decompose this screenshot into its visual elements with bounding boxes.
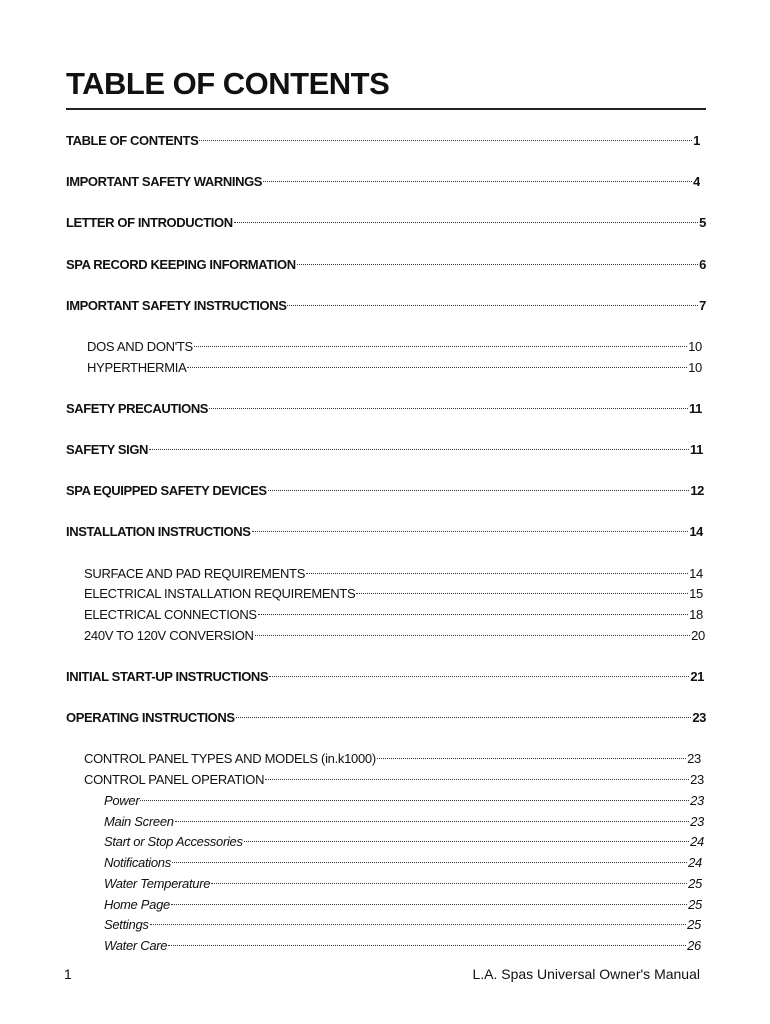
footer-manual-title: L.A. Spas Universal Owner's Manual [472,966,700,982]
toc-entry-electrical-installation[interactable] [84,585,703,603]
toc-entry-label: SURFACE AND PAD REQUIREMENTS [84,566,306,581]
toc-entry-label: Start or Stop Accessories [104,834,243,849]
dot-leader [306,572,688,574]
dot-leader [150,923,687,925]
dot-leader [236,716,692,718]
toc-entry-label: 240V TO 120V CONVERSION [84,628,254,643]
toc-entry-page: 15 [689,586,703,601]
dot-leader [377,757,686,759]
toc-entry-safety-precautions[interactable] [66,400,702,418]
toc-entry-label: INSTALLATION INSTRUCTIONS [66,524,251,539]
toc-entry-page: 24 [688,855,702,870]
dot-leader [171,903,687,905]
dot-leader [269,675,689,677]
dot-leader [194,345,687,347]
toc-entry-water-temperature[interactable] [104,875,702,893]
toc-entry-page: 10 [688,360,702,375]
toc-entry-page: 21 [690,669,704,684]
toc-entry-page: 25 [688,897,702,912]
toc-entry-main-screen[interactable] [104,813,704,831]
toc-entry-label: SAFETY PRECAUTIONS [66,401,209,416]
toc-entry-page: 23 [687,751,701,766]
toc-entry-page: 1 [693,133,700,148]
toc-entry-page: 5 [699,215,706,230]
toc-entry-page: 14 [689,524,703,539]
toc-entry-surface-and-pad[interactable] [84,565,703,583]
toc-entry-notifications[interactable] [104,854,702,872]
toc-entry-letter-of-introduction[interactable] [66,214,706,232]
toc-entry-page: 7 [699,298,706,313]
toc-entry-label: ELECTRICAL INSTALLATION REQUIREMENTS [84,586,356,601]
toc-entry-label: TABLE OF CONTENTS [66,133,199,148]
dot-leader [265,778,689,780]
toc-entry-label: SPA RECORD KEEPING INFORMATION [66,257,296,272]
toc-entry-installation-instructions[interactable] [66,523,703,541]
dot-leader [234,221,698,223]
dot-leader [209,407,688,409]
toc-entry-label: Water Temperature [104,876,211,891]
toc-entry-page: 23 [690,814,704,829]
toc-entry-label: SPA EQUIPPED SAFETY DEVICES [66,483,267,498]
toc-entry-label: DOS AND DON'TS [87,339,193,354]
toc-entry-label: CONTROL PANEL OPERATION [84,772,265,787]
toc-entry-label: CONTROL PANEL TYPES AND MODELS (in.k1000) [84,751,376,766]
toc-entry-home-page[interactable] [104,896,702,914]
toc-entry-important-safety-warnings[interactable] [66,173,700,191]
toc-entry-page: 11 [689,401,702,416]
toc-entry-page: 6 [699,257,706,272]
toc-entry-spa-record-keeping[interactable] [66,256,706,274]
toc-entry-water-care[interactable] [104,937,701,955]
toc-entry-operating-instructions[interactable] [66,709,706,727]
toc-entry-label: Power [104,793,140,808]
toc-entry-power[interactable] [104,792,704,810]
dot-leader [287,304,698,306]
toc-entry-page: 25 [687,917,701,932]
dot-leader [187,366,687,368]
dot-leader [149,448,689,450]
toc-entry-label: Home Page [104,897,170,912]
toc-entry-label: Water Care [104,938,168,953]
toc-entry-label: OPERATING INSTRUCTIONS [66,710,235,725]
toc-entry-page: 10 [688,339,702,354]
toc-entry-page: 11 [690,442,703,457]
toc-entry-hyperthermia[interactable] [87,359,702,377]
dot-leader [268,489,690,491]
toc-entry-240v-to-120v[interactable] [84,627,705,645]
toc-entry-label: Settings [104,917,149,932]
toc-entry-page: 23 [690,772,704,787]
toc-entry-safety-sign[interactable] [66,441,703,459]
toc-entry-start-stop-accessories[interactable] [104,833,704,851]
toc-entry-table-of-contents[interactable] [66,132,700,150]
toc-entry-page: 4 [693,174,700,189]
toc-entry-spa-equipped-safety-devices[interactable] [66,482,704,500]
toc-entry-label: INITIAL START-UP INSTRUCTIONS [66,669,269,684]
dot-leader [211,882,687,884]
toc-entry-page: 23 [692,710,706,725]
dot-leader [356,592,688,594]
toc-entry-label: SAFETY SIGN [66,442,149,457]
toc-entry-page: 25 [688,876,702,891]
dot-leader [244,840,689,842]
title-divider [66,108,706,110]
toc-entry-initial-start-up[interactable] [66,668,704,686]
toc-entry-page: 18 [689,607,703,622]
dot-leader [175,820,689,822]
dot-leader [199,139,692,141]
toc-entry-page: 23 [690,793,704,808]
dot-leader [258,613,688,615]
toc-entry-important-safety-instructions[interactable] [66,297,706,315]
toc-entry-page: 26 [687,938,701,953]
toc-entry-label: LETTER OF INTRODUCTION [66,215,233,230]
toc-entry-page: 14 [689,566,703,581]
toc-entry-label: IMPORTANT SAFETY INSTRUCTIONS [66,298,287,313]
footer-page-number: 1 [64,966,72,982]
toc-entry-label: HYPERTHERMIA [87,360,187,375]
toc-entry-settings[interactable] [104,916,701,934]
toc-entry-label: IMPORTANT SAFETY WARNINGS [66,174,263,189]
dot-leader [140,799,689,801]
dot-leader [168,944,686,946]
toc-entry-control-panel-types[interactable] [84,750,701,768]
dot-leader [252,530,689,532]
page-title: TABLE OF CONTENTS [66,66,390,101]
toc-entry-label: Notifications [104,855,171,870]
toc-entry-label: ELECTRICAL CONNECTIONS [84,607,257,622]
toc-entry-page: 24 [690,834,704,849]
toc-entry-page: 12 [690,483,704,498]
toc-entry-dos-and-donts[interactable] [87,338,702,356]
toc-entry-label: Main Screen [104,814,174,829]
toc-entry-electrical-connections[interactable] [84,606,703,624]
dot-leader [263,180,692,182]
dot-leader [172,861,687,863]
toc-entry-control-panel-operation[interactable] [84,771,704,789]
dot-leader [297,263,698,265]
toc-entry-page: 20 [691,628,705,643]
dot-leader [255,634,690,636]
